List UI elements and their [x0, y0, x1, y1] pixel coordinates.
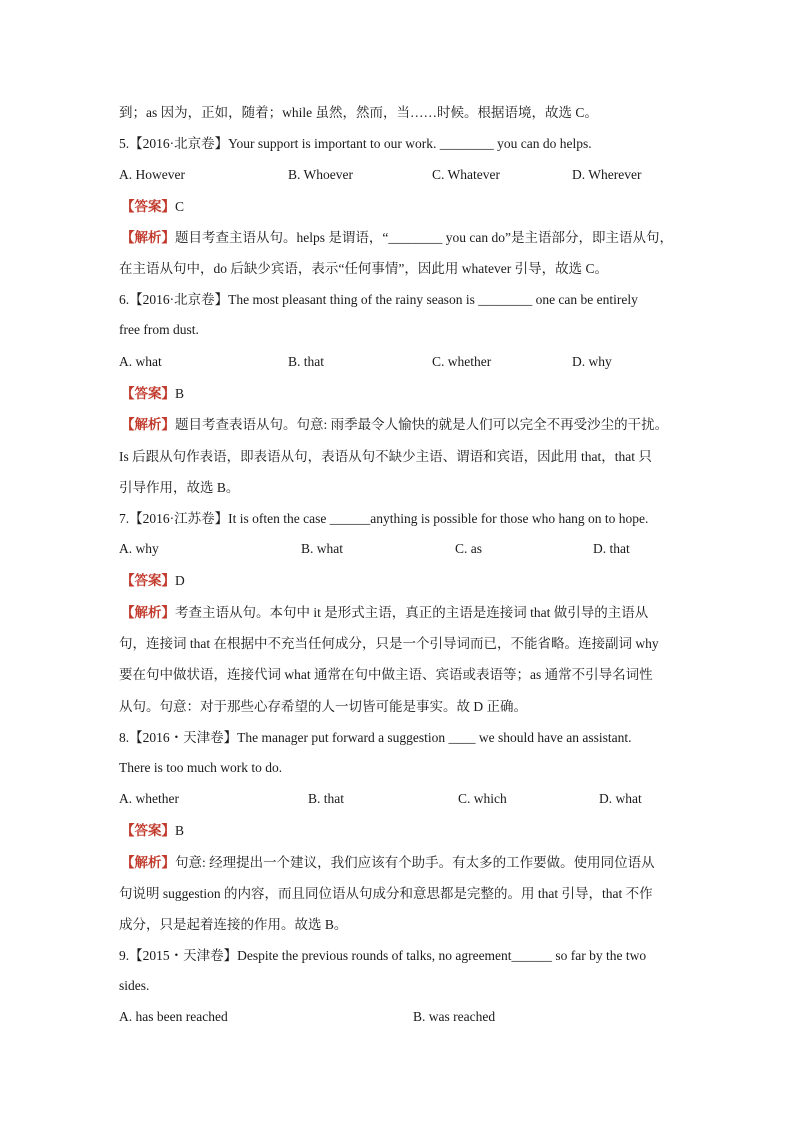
question-8-stem-line-1: 8.【2016・天津卷】The manager put forward a suggestion ____ we should have an assistant. [119, 730, 632, 745]
analysis-tag: 【解析】 [121, 605, 175, 620]
question-7-option-b: B. what [301, 541, 343, 556]
question-8-stem-line-2: There is too much work to do. [119, 760, 283, 775]
answer-tag: 【答案】 [121, 573, 175, 588]
answer-value: D [175, 573, 185, 588]
question-5-option-c: C. Whatever [432, 167, 500, 182]
answer-tag: 【答案】 [121, 386, 175, 401]
answer-value: B [175, 823, 185, 838]
answer-value: C [175, 199, 185, 214]
question-7-stem: 7.【2016·江苏卷】It is often the case ______anything is possible for those who hang on to hope. [119, 511, 649, 526]
question-8-analysis-line-1 [121, 854, 655, 872]
question-6-option-b: B. that [288, 354, 324, 369]
analysis-tag: 【解析】 [121, 230, 175, 245]
question-8-option-c: C. which [458, 791, 507, 806]
question-7-answer [121, 572, 185, 590]
question-9-stem-line-1: 9.【2015・天津卷】Despite the previous rounds of talks, no agreement______ so far by the two [119, 948, 647, 963]
question-6-analysis-line-3: 引导作用，故选 B。 [119, 480, 240, 495]
question-5-option-b: B. Whoever [288, 167, 353, 182]
question-7-analysis-line-4: 从句。句意：对于那些心存希望的人一切皆可能是事实。故 D 正确。 [119, 699, 527, 714]
question-8-analysis-line-3: 成分，只是起着连接的作用。故选 B。 [119, 917, 348, 932]
analysis-text: 句意: 经理提出一个建议，我们应该有个助手。有太多的工作要做。使用同位语从 [175, 855, 655, 870]
question-6-option-d: D. why [572, 354, 612, 369]
question-6-analysis-line-1 [121, 416, 668, 434]
analysis-tag: 【解析】 [121, 417, 175, 432]
question-7-option-c: C. as [455, 541, 482, 556]
question-7-analysis-line-1 [121, 604, 648, 622]
question-5-stem: 5.【2016·北京卷】Your support is important to our work. ________ you can do helps. [119, 136, 592, 151]
question-5-option-d: D. Wherever [572, 167, 642, 182]
question-5-analysis-line-2: 在主语从句中，do 后缺少宾语，表示“任何事情”，因此用 whatever 引导，故选 C。 [119, 261, 608, 276]
question-5-analysis-line-1 [121, 229, 673, 247]
question-8-option-b: B. that [308, 791, 344, 806]
answer-value: B [175, 386, 185, 401]
question-8-option-d: D. what [599, 791, 642, 806]
question-5-answer [121, 198, 184, 216]
question-5-option-a: A. However [119, 167, 185, 182]
question-7-analysis-line-2: 句，连接词 that 在根据中不充当任何成分，只是一个引导词而已，不能省略。连接副词 why [119, 636, 659, 651]
intro-line: 到；as 因为，正如，随着；while 虽然，然而，当……时候。根据语境，故选 C。 [119, 105, 598, 120]
question-6-option-a: A. what [119, 354, 162, 369]
question-9-option-b: B. was reached [413, 1009, 496, 1024]
analysis-text: 题目考查表语从句。句意: 雨季最令人愉快的就是人们可以完全不再受沙尘的干扰。 [175, 417, 669, 432]
question-7-option-a: A. why [119, 541, 159, 556]
question-6-option-c: C. whether [432, 354, 492, 369]
question-6-analysis-line-2: Is 后跟从句作表语，即表语从句，表语从句不缺少主语、谓语和宾语，因此用 that，that 只 [119, 449, 652, 464]
question-9-stem-line-2: sides. [119, 978, 150, 993]
question-8-option-a: A. whether [119, 791, 179, 806]
question-8-answer [121, 822, 184, 840]
analysis-text: 考查主语从句。本句中 it 是形式主语，真正的主语是连接词 that 做引导的主语从 [175, 605, 649, 620]
question-6-answer [121, 385, 184, 403]
analysis-tag: 【解析】 [121, 855, 175, 870]
analysis-text: 题目考查主语从句。helps 是谓语，“________ you can do”是主语部分，即主语从句， [175, 230, 673, 245]
question-8-analysis-line-2: 句说明 suggestion 的内容，而且同位语从句成分和意思都是完整的。用 that 引导，that 不作 [119, 886, 653, 901]
question-7-option-d: D. that [593, 541, 630, 556]
answer-tag: 【答案】 [121, 823, 175, 838]
question-7-analysis-line-3: 要在句中做状语，连接代词 what 通常在句中做主语、宾语或表语等；as 通常不引导名词性 [119, 667, 653, 682]
question-9-option-a: A. has been reached [119, 1009, 228, 1024]
question-6-stem-line-1: 6.【2016·北京卷】The most pleasant thing of the rainy season is ________ one can be entirely [119, 292, 638, 307]
answer-tag: 【答案】 [121, 199, 175, 214]
question-6-stem-line-2: free from dust. [119, 322, 199, 337]
